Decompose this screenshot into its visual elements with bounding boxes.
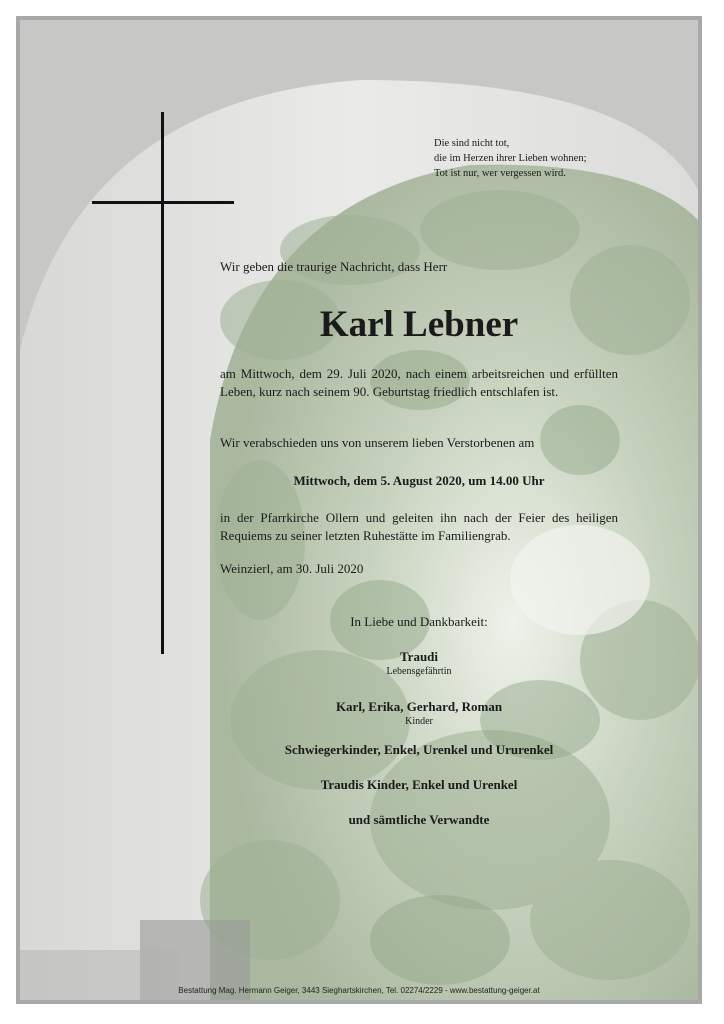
children-names: Karl, Erika, Gerhard, Roman — [335, 699, 503, 714]
undertaker-footer: Bestattung Mag. Hermann Geiger, 3443 Sieghartskirchen, Tel. 02274/2229 - www.bestattung-geiger.at — [178, 986, 540, 995]
death-notice-text: am Mittwoch, dem 29. Juli 2020, nach einem arbeitsreichen und erfüllten Leben, kurz nach seinem 90. Geburtstag friedlich entschlafen ist. — [220, 366, 618, 399]
quote-line: die im Herzen ihrer Lieben wohnen; — [434, 153, 587, 164]
mourners-heading: In Liebe und Dankbarkeit: — [350, 614, 488, 629]
mourners-line-grandchildren: Schwiegerkinder, Enkel, Urenkel und Ururenkel — [284, 742, 554, 757]
memorial-quote — [434, 136, 586, 181]
ceremony-text: in der Pfarrkirche Ollern und geleiten ihn nach der Feier des heiligen Requiems zu seiner letzten Ruhestätte im Familiengrab. — [220, 510, 618, 543]
partner-name: Traudi — [399, 649, 439, 664]
mourners-line-relatives: und sämtliche Verwandte — [348, 812, 490, 827]
quote-line: Die sind nicht tot, — [434, 138, 510, 149]
farewell-intro-text: Wir verabschieden uns von unserem lieben Verstorbenen am — [220, 435, 535, 450]
obituary-page — [16, 16, 702, 1004]
quote-line: Tot ist nur, wer vergessen wird. — [434, 168, 566, 179]
cross-vertical-bar — [161, 112, 164, 654]
place-date: Weinzierl, am 30. Juli 2020 — [220, 561, 364, 576]
funeral-date: Mittwoch, dem 5. August 2020, um 14.00 Uhr — [293, 473, 545, 488]
intro-text: Wir geben die traurige Nachricht, dass Herr — [220, 259, 448, 274]
partner-role: Lebensgefährtin — [386, 666, 452, 677]
mourners-line-traudis-family: Traudis Kinder, Enkel und Urenkel — [320, 777, 518, 792]
deceased-name: Karl Lebner — [319, 304, 519, 345]
children-role: Kinder — [405, 716, 433, 727]
cross-horizontal-bar — [92, 201, 234, 204]
